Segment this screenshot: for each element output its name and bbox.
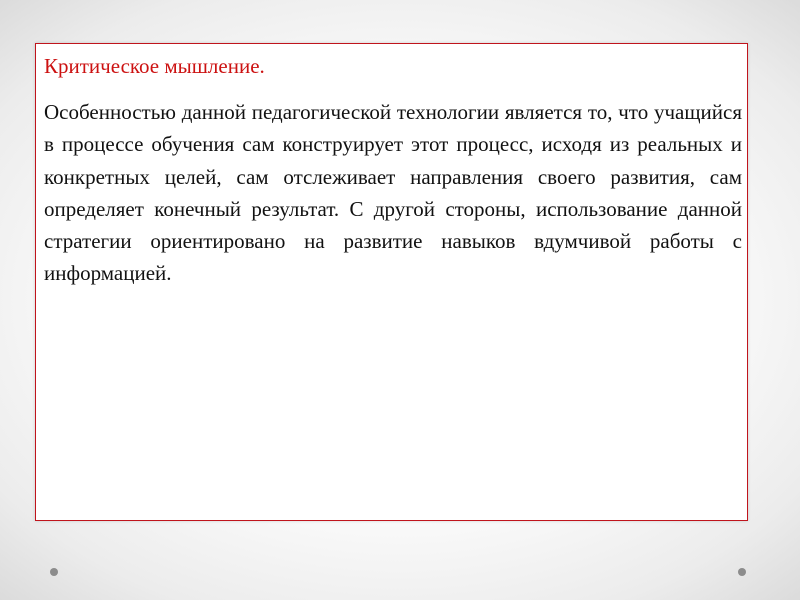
slide-body-text: Особенностью данной педагогической технологии является то, что учащийся в процессе обучения сам конструирует этот процесс, исходя из реальных и конкретных целей, сам отслеживает направления своего развития, сам определяет конечный результат. С другой стороны, использование данной стратегии ориентировано на развитие навыков вдумчивой работы с информацией. [44,100,742,286]
left-dot-icon [50,568,58,576]
right-dot-icon [738,568,746,576]
slide-content-frame [35,43,748,521]
slide-title: Критическое мышление. [44,54,265,78]
